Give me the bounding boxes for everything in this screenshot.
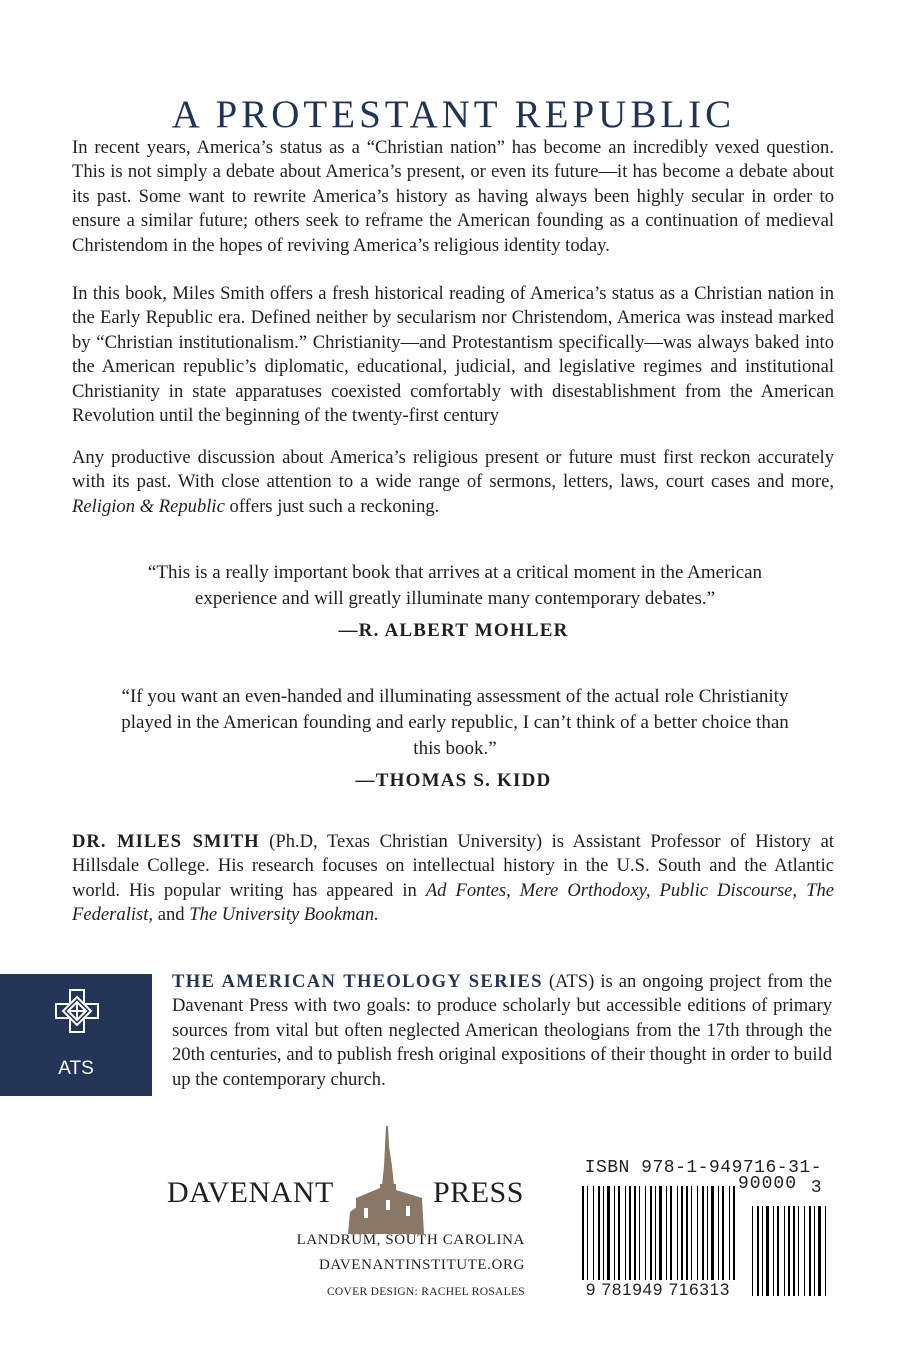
barcode-bar bbox=[593, 1186, 594, 1282]
bio-text: (Ph.D, Texas Christian University) is Assistant Professor of History at Hillsdale College. His research focuses on intellectual history in the U.S. South and the Atlantic world. His popular writing has appeared in bbox=[72, 831, 834, 901]
barcode-bar bbox=[639, 1186, 640, 1282]
barcode-bar bbox=[670, 1186, 672, 1282]
barcode-addon-bar bbox=[788, 1206, 790, 1296]
barcode-addon-bar bbox=[825, 1206, 826, 1296]
barcode-bar bbox=[707, 1186, 708, 1282]
barcode-bar bbox=[625, 1186, 626, 1282]
barcode-bar bbox=[686, 1186, 688, 1282]
ats-badge bbox=[0, 974, 152, 1096]
barcode-bar bbox=[634, 1186, 636, 1282]
description-paragraph-1: In recent years, America’s status as a “Christian nation” has become an incredibly vexed question. This is not simply a debate about America’s present, or even its future—it has become a debate about its past. Some want to rewrite America’s history as having always been highly secular in order to ensure a similar future; others seek to reframe the American founding as a continuation of medieval Christendom in the hopes of reviving America’s religious identity today. bbox=[72, 137, 834, 256]
barcode-bar bbox=[718, 1186, 719, 1282]
barcode-bar bbox=[650, 1186, 652, 1282]
barcode-bar bbox=[587, 1186, 588, 1282]
description-paragraph-2: In this book, Miles Smith offers a fresh historical reading of America’s status as a Christian nation in the Early Republic era. Defined neither by secularism nor Christendom, America was instead marked by “Christian institutionalism.” Christianity—and Protestantism specifically—was always baked into the American republic’s diplomatic, educational, judicial, and legislative regimes and institutional Christianity in state apparatuses coexisted comfortably with disestablishment from the American Revolution until the beginning of the twenty-first century bbox=[72, 283, 834, 427]
p3-end: offers just such a reckoning. bbox=[229, 495, 440, 517]
series-description bbox=[172, 970, 832, 1092]
barcode-bar bbox=[733, 1186, 735, 1282]
barcode-addon-bar bbox=[798, 1206, 799, 1296]
series-name: THE AMERICAN THEOLOGY SERIES bbox=[172, 971, 543, 992]
cover-design-credit: COVER DESIGN: RACHEL ROSALES bbox=[326, 1286, 525, 1298]
barcode-bar bbox=[677, 1186, 678, 1282]
endorsement-quote-2: “If you want an even-handed and illuminating assessment of the actual role Christianity played in the American founding and early republic, I can’t think of a better choice than this book.” bbox=[121, 686, 789, 759]
bio-publications: Ad Fontes, Mere Orthodoxy, Public Discourse, The Federalist, bbox=[72, 879, 834, 926]
barcode-bar bbox=[607, 1186, 610, 1282]
barcode-bar bbox=[614, 1186, 615, 1282]
barcode-addon-bar bbox=[773, 1206, 774, 1296]
barcode-bar bbox=[691, 1186, 692, 1282]
barcode-addon-bar bbox=[757, 1206, 759, 1296]
bio-and: and bbox=[157, 904, 185, 926]
endorsement-author-1: —R. ALBERT MOHLER bbox=[338, 620, 569, 641]
ats-label: ATS bbox=[58, 1058, 94, 1079]
barcode-bar bbox=[582, 1186, 584, 1282]
publisher-website: DAVENANTINSTITUTE.ORG bbox=[318, 1257, 525, 1273]
bio-last-publication: The University Bookman. bbox=[189, 904, 379, 926]
publisher-name-right: PRESS bbox=[433, 1176, 524, 1209]
barcode-addon-bar bbox=[766, 1206, 769, 1296]
publisher-location: LANDRUM, SOUTH CAROLINA bbox=[296, 1232, 525, 1248]
series-text: (ATS) is an ongoing project from the Davenant Press with two goals: to produce scholarly but accessible editions of primary sources from vital but often neglected American theologians from the 17th through the 20th centuries, and to publish fresh original expositions of their thought in order to build up the contemporary church. bbox=[172, 971, 832, 1090]
endorsement-author-2: —THOMAS S. KIDD bbox=[355, 770, 552, 791]
book-title-italic: Religion & Republic bbox=[72, 495, 225, 517]
church-logo-icon bbox=[346, 1126, 430, 1236]
barcode-bar bbox=[659, 1186, 662, 1282]
barcode-bar bbox=[618, 1186, 620, 1282]
author-name: DR. MILES SMITH bbox=[72, 831, 260, 852]
barcode-bar bbox=[722, 1186, 724, 1282]
barcode-addon-bar bbox=[752, 1206, 753, 1296]
description-paragraph-3 bbox=[72, 446, 834, 519]
barcode-addon-bar bbox=[818, 1206, 821, 1296]
barcode-number: 9 781949 716313 bbox=[576, 1280, 740, 1300]
barcode-addon-bar bbox=[809, 1206, 811, 1296]
barcode-addon-bar bbox=[777, 1206, 779, 1296]
barcode-addon-bar bbox=[762, 1206, 763, 1296]
barcode-bar bbox=[702, 1186, 704, 1282]
p3-text: Any productive discussion about America’s religious present or future must first reckon accurately with its past. With close attention to a wide range of sermons, letters, laws, court cases and more, bbox=[72, 447, 834, 493]
ats-cross-icon bbox=[54, 988, 100, 1034]
barcode-bar bbox=[666, 1186, 667, 1282]
barcode-bar bbox=[711, 1186, 714, 1282]
publisher-name-left: DAVENANT bbox=[167, 1176, 334, 1209]
barcode-addon-bar bbox=[784, 1206, 785, 1296]
barcode-bar bbox=[645, 1186, 646, 1282]
barcode-addon-number: 90000 bbox=[738, 1174, 798, 1194]
barcode-bar bbox=[603, 1186, 604, 1282]
barcode-addon-bar bbox=[793, 1206, 795, 1296]
barcode-bar bbox=[629, 1186, 631, 1282]
barcode-bar bbox=[681, 1186, 683, 1282]
author-bio bbox=[72, 830, 834, 928]
book-title: A PROTESTANT REPUBLIC bbox=[171, 93, 736, 137]
barcode-addon-bar bbox=[804, 1206, 805, 1296]
endorsement-quote-1: “This is a really important book that arrives at a critical moment in the American experience and will greatly illuminate many contemporary debates.” bbox=[147, 562, 763, 609]
barcode-bar bbox=[598, 1186, 600, 1282]
isbn-label: ISBN 978-1-949716-31-3 bbox=[584, 1158, 822, 1198]
barcode-bar bbox=[729, 1186, 730, 1282]
barcode-bar bbox=[697, 1186, 698, 1282]
barcode-addon-bar bbox=[814, 1206, 815, 1296]
barcode-bar bbox=[655, 1186, 656, 1282]
